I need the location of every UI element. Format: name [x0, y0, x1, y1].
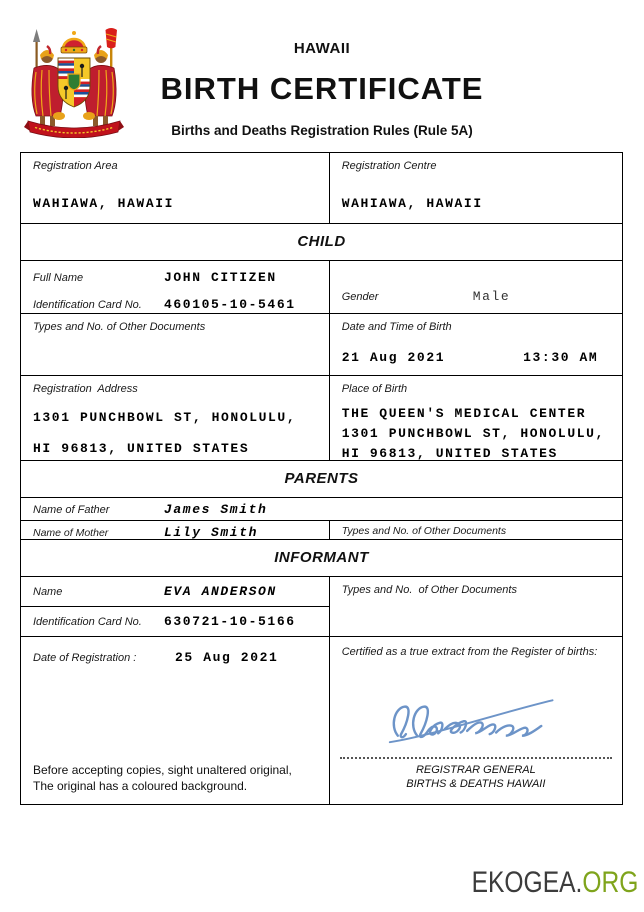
certified-extract-cell: [329, 637, 622, 804]
place-of-birth-line3: HI 96813, UNITED STATES: [341, 446, 558, 461]
child-other-docs-label: Types and No. of Other Documents: [33, 321, 206, 333]
father-cell: [21, 498, 622, 521]
gender-cell: [329, 261, 622, 313]
child-other-docs-cell: [21, 314, 329, 375]
birth-time-value: 13:30 AM: [523, 350, 599, 365]
parents-section-row: [21, 460, 622, 497]
birth-datetime-label: Date and Time of Birth: [341, 321, 452, 333]
mother-row: [21, 520, 622, 539]
informant-other-docs-label: Types and No. of Other Documents: [341, 584, 517, 596]
mother-name-value: Lily Smith: [164, 525, 259, 540]
place-of-birth-line1: THE QUEEN'S MEDICAL CENTER: [341, 406, 587, 421]
father-name-value: James Smith: [164, 501, 268, 517]
gender-value: Male: [472, 289, 511, 304]
certification-row: [21, 636, 622, 804]
informant-row: [21, 576, 622, 636]
registration-address-cell: [21, 376, 329, 460]
certified-extract-label: Certified as a true extract from the Register of births:: [341, 646, 598, 658]
registrar-title: [330, 763, 622, 791]
date-of-registration-label: Date of Registration :: [33, 652, 137, 664]
registrar-signature-icon: [381, 689, 571, 747]
child-name-row: [21, 260, 622, 313]
child-id-value: 460105-10-5461: [164, 297, 296, 312]
birth-date-value: 21 Aug 2021: [341, 350, 446, 365]
registration-centre-label: Registration Centre: [341, 160, 437, 172]
ekogea-logo-name: EKOGEA.: [471, 866, 582, 899]
registration-area-value: WAHIAWA, HAWAII: [33, 196, 175, 211]
registration-centre-value: WAHIAWA, HAWAII: [341, 196, 483, 211]
informant-section-row: [21, 539, 622, 576]
state-name: HAWAII: [293, 40, 351, 57]
father-label: Name of Father: [33, 503, 110, 516]
copy-notice: [33, 762, 292, 794]
informant-name-value: EVA ANDERSON: [164, 584, 277, 599]
ekogea-logo: [471, 866, 638, 900]
date-of-registration-cell: [21, 637, 329, 804]
registration-address-label: Registration Address: [33, 383, 138, 395]
parents-other-docs-label: Types and No. of Other Documents: [341, 525, 507, 537]
document-subtitle: Births and Deaths Registration Rules (Rule 5A): [171, 123, 473, 138]
ekogea-logo-tld: ORG: [581, 866, 638, 899]
document-title: BIRTH CERTIFICATE: [160, 71, 484, 106]
certificate-table: [20, 152, 623, 805]
full-name-label: Full Name: [33, 272, 84, 284]
parents-section-title: PARENTS: [284, 470, 359, 487]
informant-id-label: Identification Card No.: [33, 616, 142, 628]
parents-other-docs-cell: [329, 521, 622, 539]
registration-address-line1: 1301 PUNCHBOWL ST, HONOLULU,: [33, 410, 297, 425]
child-section-title: CHILD: [297, 233, 346, 250]
date-of-registration-value: 25 Aug 2021: [175, 650, 279, 665]
child-id-label: Identification Card No.: [33, 299, 142, 311]
child-docs-birth-row: [21, 313, 622, 375]
gender-label: Gender: [341, 291, 379, 303]
registrar-title-line1: REGISTRAR GENERAL: [415, 764, 536, 776]
registration-area-label: Registration Area: [33, 160, 118, 172]
informant-name-label: Name: [33, 586, 63, 598]
informant-other-docs-cell: [329, 577, 622, 636]
copy-notice-line2: The original has a coloured background.: [33, 779, 248, 793]
full-name-value: JOHN CITIZEN: [164, 270, 277, 285]
child-section-row: [21, 223, 622, 260]
address-birthplace-row: [21, 375, 622, 460]
informant-left-cell: [21, 577, 329, 636]
birth-datetime-cell: [329, 314, 622, 375]
mother-label: Name of Mother: [33, 527, 109, 539]
place-of-birth-line2: 1301 PUNCHBOWL ST, HONOLULU,: [341, 426, 605, 441]
informant-section-title: INFORMANT: [274, 549, 369, 566]
registration-address-line2: HI 96813, UNITED STATES: [33, 441, 250, 456]
registration-area-cell: [21, 153, 329, 223]
copy-notice-line1: Before accepting copies, sight unaltered original,: [33, 763, 292, 777]
registration-row: [21, 153, 622, 223]
place-of-birth-cell: [329, 376, 622, 460]
place-of-birth-label: Place of Birth: [341, 383, 408, 395]
registration-centre-cell: [329, 153, 622, 223]
signature-dotted-line: [340, 757, 612, 759]
father-row: [21, 497, 622, 520]
registrar-title-line2: BIRTHS & DEATHS HAWAII: [406, 778, 546, 790]
informant-id-value: 630721-10-5166: [164, 614, 296, 629]
mother-cell: [21, 521, 329, 539]
document-header: [0, 0, 644, 138]
child-name-cell: [21, 261, 329, 313]
